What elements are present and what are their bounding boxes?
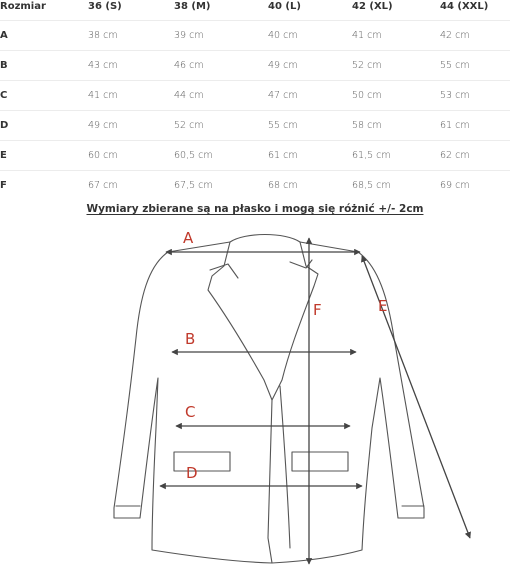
table-cell: 53 cm bbox=[440, 81, 510, 111]
table-cell: 43 cm bbox=[88, 51, 174, 81]
label-b: B bbox=[185, 330, 196, 348]
table-header-row bbox=[0, 0, 510, 21]
table-cell: 41 cm bbox=[88, 81, 174, 111]
table-cell: 39 cm bbox=[174, 21, 268, 51]
table-cell: 61 cm bbox=[268, 141, 352, 171]
table-row bbox=[0, 141, 510, 171]
table-cell: 60,5 cm bbox=[174, 141, 268, 171]
jacket-outline bbox=[114, 235, 424, 564]
table-cell: 61 cm bbox=[440, 111, 510, 141]
header-42: 42 (XL) bbox=[352, 1, 393, 12]
table-cell: 60 cm bbox=[88, 141, 174, 171]
table-cell: 40 cm bbox=[268, 21, 352, 51]
row-label: F bbox=[0, 171, 88, 201]
table-cell: 67,5 cm bbox=[174, 171, 268, 201]
table-cell: 52 cm bbox=[174, 111, 268, 141]
table-row bbox=[0, 111, 510, 141]
table-cell: 67 cm bbox=[88, 171, 174, 201]
table-cell: 55 cm bbox=[440, 51, 510, 81]
jacket-right-pocket bbox=[292, 452, 348, 471]
table-cell: 68,5 cm bbox=[352, 171, 440, 201]
measurement-labels bbox=[183, 229, 387, 482]
measurement-note: Wymiary zbierane są na płasko i mogą się różnić +/- 2cm bbox=[86, 203, 424, 215]
header-36: 36 (S) bbox=[88, 1, 122, 12]
table-cell: 69 cm bbox=[440, 171, 510, 201]
row-label: E bbox=[0, 141, 88, 171]
jacket-left-shoulder bbox=[168, 242, 230, 252]
table-row bbox=[0, 81, 510, 111]
header-size: Rozmiar bbox=[0, 1, 46, 12]
table-cell: 55 cm bbox=[268, 111, 352, 141]
table-cell: 42 cm bbox=[440, 21, 510, 51]
header-38: 38 (M) bbox=[174, 1, 211, 12]
header-40: 40 (L) bbox=[268, 1, 301, 12]
table-cell: 52 cm bbox=[352, 51, 440, 81]
table-cell: 61,5 cm bbox=[352, 141, 440, 171]
table-row bbox=[0, 51, 510, 81]
label-e: E bbox=[378, 297, 388, 315]
size-table bbox=[0, 0, 510, 200]
jacket-right-lapel bbox=[272, 242, 318, 400]
label-d: D bbox=[186, 464, 198, 482]
table-cell: 62 cm bbox=[440, 141, 510, 171]
jacket-measurement-diagram bbox=[0, 218, 510, 565]
jacket-front-edge-inner bbox=[280, 386, 290, 548]
table-cell: 49 cm bbox=[268, 51, 352, 81]
jacket-left-pocket bbox=[174, 452, 230, 471]
table-row bbox=[0, 171, 510, 201]
table-cell: 50 cm bbox=[352, 81, 440, 111]
table-cell: 68 cm bbox=[268, 171, 352, 201]
jacket-right-side bbox=[272, 252, 424, 563]
label-a: A bbox=[183, 229, 194, 247]
table-cell: 44 cm bbox=[174, 81, 268, 111]
table-cell: 46 cm bbox=[174, 51, 268, 81]
jacket-collar-back bbox=[230, 235, 300, 243]
jacket-front-edge bbox=[268, 400, 272, 563]
table-cell: 47 cm bbox=[268, 81, 352, 111]
table-cell: 49 cm bbox=[88, 111, 174, 141]
header-44: 44 (XXL) bbox=[440, 1, 489, 12]
row-label: C bbox=[0, 81, 88, 111]
label-c: C bbox=[185, 403, 196, 421]
label-f: F bbox=[313, 301, 322, 319]
table-cell: 58 cm bbox=[352, 111, 440, 141]
row-label: D bbox=[0, 111, 88, 141]
table-cell: 41 cm bbox=[352, 21, 440, 51]
table-cell: 38 cm bbox=[88, 21, 174, 51]
jacket-left-lapel bbox=[208, 242, 272, 400]
row-label: B bbox=[0, 51, 88, 81]
table-row bbox=[0, 21, 510, 51]
row-label: A bbox=[0, 21, 88, 51]
